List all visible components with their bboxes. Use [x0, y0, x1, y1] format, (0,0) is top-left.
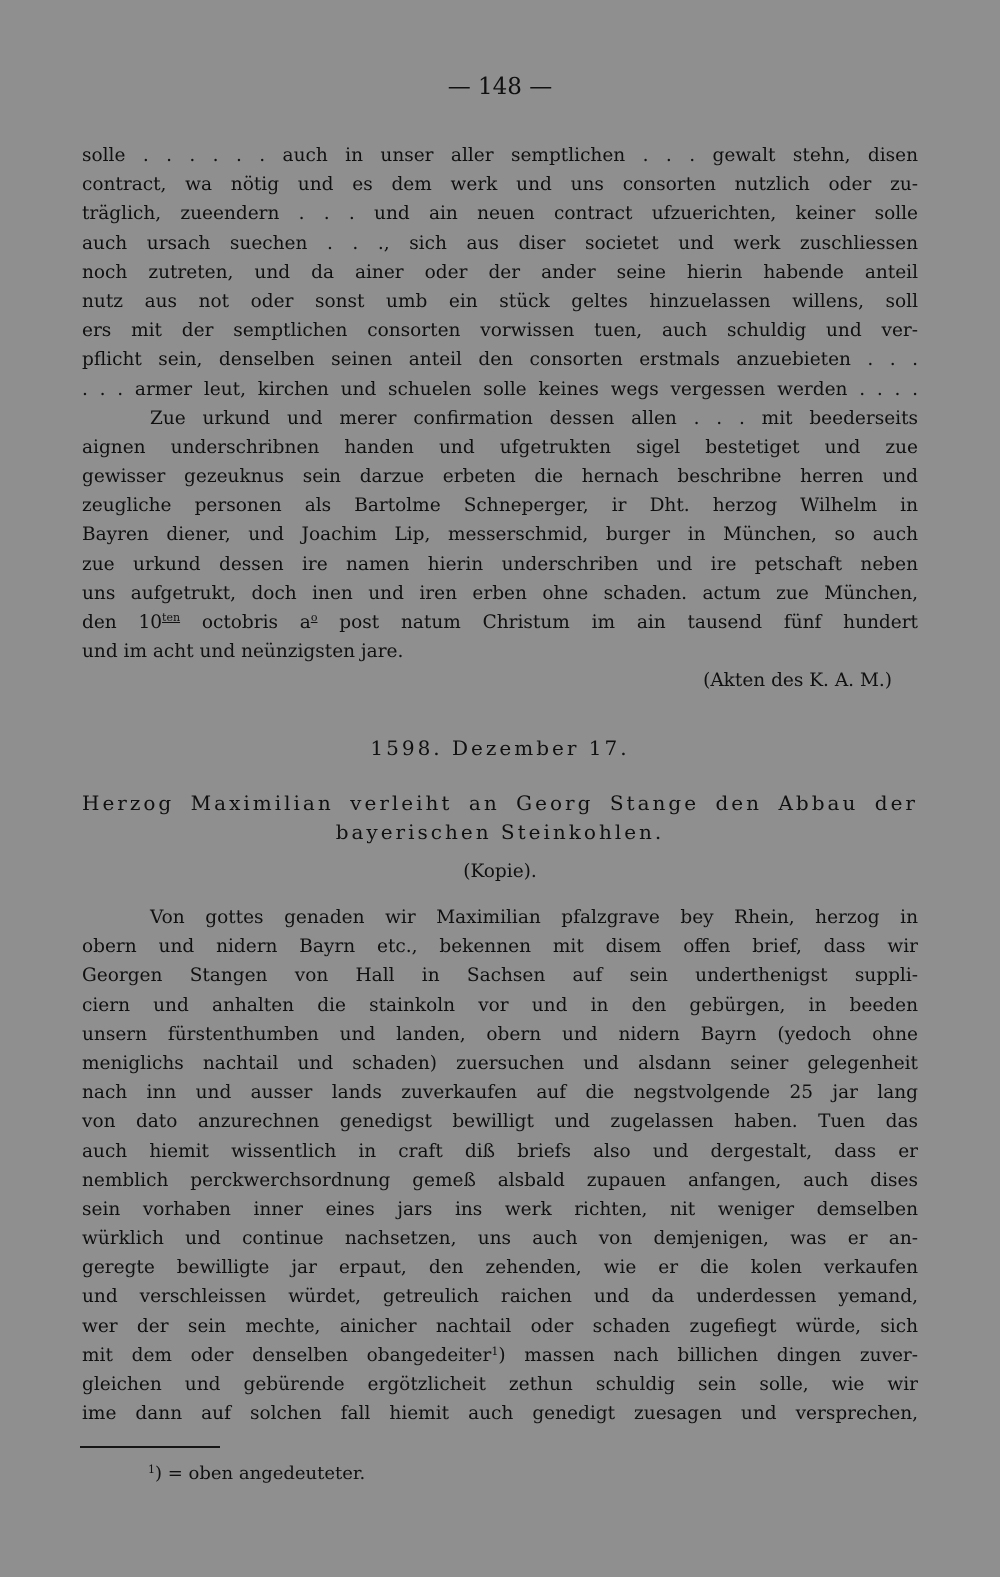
text-line: . . . armer leut, kirchen und schuelen solle keines wegs vergessen werden . . . .: [82, 378, 918, 400]
section-note: (Kopie).: [463, 861, 537, 882]
text-line: unsern fürstenthumben und landen, obern und nidern Bayrn (yedoch ohne: [82, 1023, 918, 1045]
text-line: zue urkund dessen ire namen hierin underschriben und ire petschaft neben: [82, 553, 918, 575]
text-line: gewisser gezeuknus sein darzue erbeten die hernach beschribne herren und: [82, 466, 918, 488]
text-line: zeugliche personen als Bartolme Schneperger, ir Dht. herzog Wilhelm in: [82, 495, 918, 517]
text-line: wer der sein mechte, ainicher nachtail oder schaden zugefiegt würde, sich: [82, 1315, 918, 1337]
footnote-marker: 1: [491, 1344, 499, 1358]
date-line: den $10^{ten}$ octobris $a^o$ post natum Christum im ain tausend fünf hundert: [82, 611, 918, 633]
title-line: Herzog Maximilian verleiht an Georg Stange den Abbau der: [82, 791, 918, 815]
text-line: ime dann auf solchen fall hiemit auch genedigt zuesagen und versprechen,: [82, 1403, 918, 1425]
text-line: Bayren diener, und Joachim Lip, messerschmid, burger in München, so auch: [82, 524, 918, 546]
section-title: [82, 789, 918, 847]
title-line: bayerischen Steinkohlen.: [335, 820, 665, 845]
text-line: von dato anzurechnen genedigst bewilligt und zugelassen haben. Tuen das: [82, 1111, 918, 1133]
section-date: 1598. Dezember 17.: [370, 736, 630, 760]
text-line: auch hiemit wissentlich in craft diß briefs also und dergestalt, dass er: [82, 1140, 918, 1162]
footnote-divider: [80, 1446, 220, 1448]
text-line: nemblich perckwerchsordnung gemeß alsbald zupauen anfangen, auch dises: [82, 1169, 918, 1191]
text-line: obern und nidern Bayrn etc., bekennen mit disem offen brief, dass wir: [82, 936, 918, 958]
text-line: Von gottes genaden wir Maximilian pfalzgrave bey Rhein, herzog in: [150, 907, 918, 928]
text-line: contract, wa nötig und es dem werk und uns consorten nutzlich oder zu-: [82, 174, 918, 196]
text-line: nutz aus not oder sonst umb ein stück geltes hinzuelassen willens, soll: [82, 290, 918, 312]
upper-text-block: [82, 141, 918, 696]
page-number: — 148 —: [447, 74, 553, 100]
text-line: Zue urkund und merer confirmation dessen allen . . . mit beederseits: [150, 407, 918, 429]
text-line: nach inn und ausser lands zuverkaufen auf die negstvolgende 25 jar lang: [82, 1082, 918, 1104]
lower-text-block: [82, 903, 918, 1428]
text-line: sein vorhaben inner eines jars ins werk richten, nit weniger demselben: [82, 1198, 918, 1220]
text-line: meniglichs nachtail und schaden) zuersuchen und alsdann seiner gelegenheit: [82, 1052, 918, 1074]
text-line: gleichen und gebürende ergötzlicheit zethun schuldig sein solle, wie wir: [82, 1374, 918, 1395]
text-line: ciern und anhalten die stainkoln vor und in den gebürgen, in beeden: [82, 994, 918, 1016]
text-line: würklich und continue nachsetzen, uns auch von demjenigen, was er an-: [82, 1228, 918, 1250]
text-line: ers mit der semptlichen consorten vorwissen tuen, auch schuldig und ver-: [82, 320, 918, 342]
text-line: uns aufgetrukt, doch inen und iren erben ohne schaden. actum zue München,: [82, 582, 918, 604]
text-line: auch ursach suechen . . ., sich aus diser societet und werk zuschliessen: [82, 232, 918, 254]
footnote: $^1$) = oben angedeuteter.: [148, 1463, 366, 1484]
text-line: und im acht und neünzigsten jare.: [82, 641, 404, 663]
text-line: solle . . . . . . auch in unser aller semptlichen . . . gewalt stehn, disen: [82, 145, 918, 166]
text-line: aignen underschribnen handen und ufgetrukten sigel bestetiget und zue: [82, 436, 918, 458]
footnote-ref-line: mit dem oder denselben obangedeiter$^1$) massen nach billichen dingen zuver-: [82, 1344, 918, 1366]
footnote-marker: 1: [148, 1463, 155, 1476]
source-note: (Akten des K. A. M.): [703, 670, 892, 692]
text-line: pflicht sein, denselben seinen anteil den consorten erstmals anzuebieten . . .: [82, 349, 918, 371]
text-line: und verschleissen würdet, getreulich raichen und da underdessen yemand,: [82, 1286, 918, 1308]
text-line: träglich, zueendern . . . und ain neuen contract ufzuerichten, keiner solle: [82, 203, 918, 225]
text-line: noch zutreten, und da ainer oder der ander seine hierin habende anteil: [82, 261, 918, 283]
text-line: geregte bewilligte jar erpaut, den zehenden, wie er die kolen verkaufen: [82, 1257, 918, 1279]
text-line: Georgen Stangen von Hall in Sachsen auf sein underthenigst suppli-: [82, 965, 918, 987]
